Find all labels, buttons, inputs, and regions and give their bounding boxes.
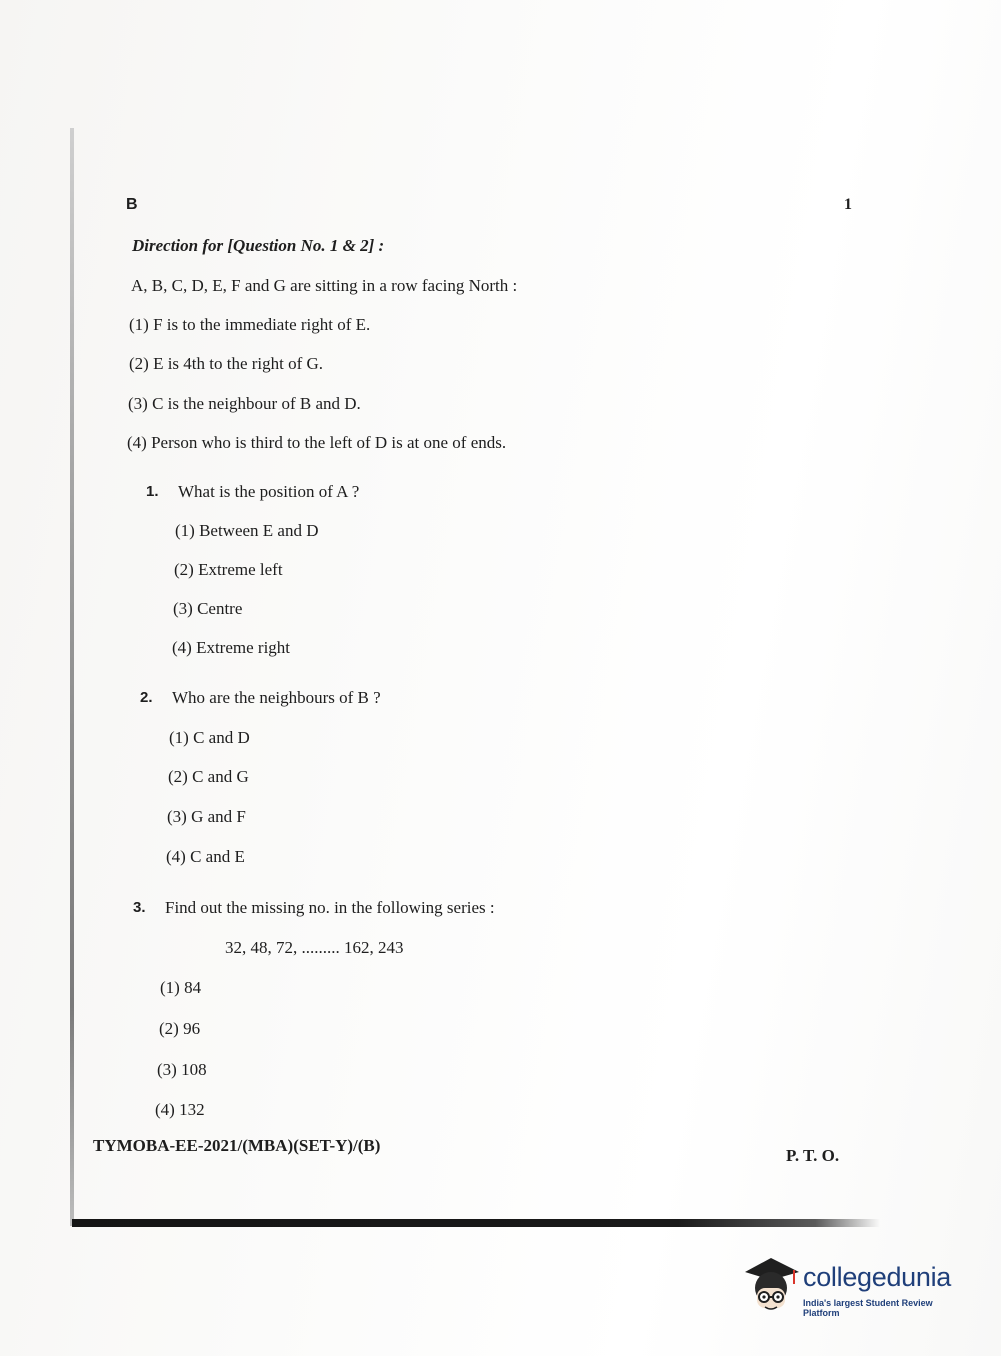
condition-4: (4) Person who is third to the left of D is at one of ends. — [127, 433, 507, 452]
question-2-number: 2. — [140, 689, 153, 706]
direction-heading: Direction for [Question No. 1 & 2] : — [132, 236, 385, 255]
page-number: 1 — [844, 196, 852, 213]
condition-3: (3) C is the neighbour of B and D. — [128, 394, 361, 413]
set-code: B — [126, 196, 138, 213]
question-3-text: Find out the missing no. in the following series : — [165, 898, 495, 917]
bottom-rule — [72, 1219, 880, 1227]
logo-tagline: India's largest Student Review Platform — [803, 1298, 933, 1318]
pto-label: P. T. O. — [786, 1146, 840, 1165]
page-left-edge — [70, 128, 74, 1226]
question-1-option-1: (1) Between E and D — [175, 521, 319, 540]
question-2-text: Who are the neighbours of B ? — [172, 688, 381, 707]
condition-1: (1) F is to the immediate right of E. — [129, 315, 371, 334]
question-1-option-4: (4) Extreme right — [172, 638, 291, 657]
question-1-number: 1. — [146, 483, 159, 500]
mascot-icon — [741, 1250, 803, 1320]
question-3-series: 32, 48, 72, ......... 162, 243 — [225, 938, 404, 957]
direction-statement: A, B, C, D, E, F and G are sitting in a row facing North : — [131, 276, 518, 295]
question-2-option-1: (1) C and D — [169, 728, 250, 747]
question-2-option-2: (2) C and G — [168, 767, 249, 786]
question-2-option-4: (4) C and E — [166, 847, 245, 866]
condition-2: (2) E is 4th to the right of G. — [129, 354, 324, 373]
question-1-option-2: (2) Extreme left — [174, 560, 283, 579]
question-3-option-1: (1) 84 — [160, 978, 202, 997]
question-3-option-2: (2) 96 — [159, 1019, 201, 1038]
question-3-option-4: (4) 132 — [155, 1100, 205, 1119]
collegedunia-logo — [741, 1250, 971, 1320]
question-1-text: What is the position of A ? — [178, 482, 360, 501]
logo-wordmark: collegedunia — [803, 1262, 952, 1292]
question-3-number: 3. — [133, 899, 146, 916]
question-3-option-3: (3) 108 — [157, 1060, 207, 1079]
footer-code: TYMOBA-EE-2021/(MBA)(SET-Y)/(B) — [93, 1136, 381, 1155]
question-2-option-3: (3) G and F — [167, 807, 246, 826]
question-1-option-3: (3) Centre — [173, 599, 243, 618]
